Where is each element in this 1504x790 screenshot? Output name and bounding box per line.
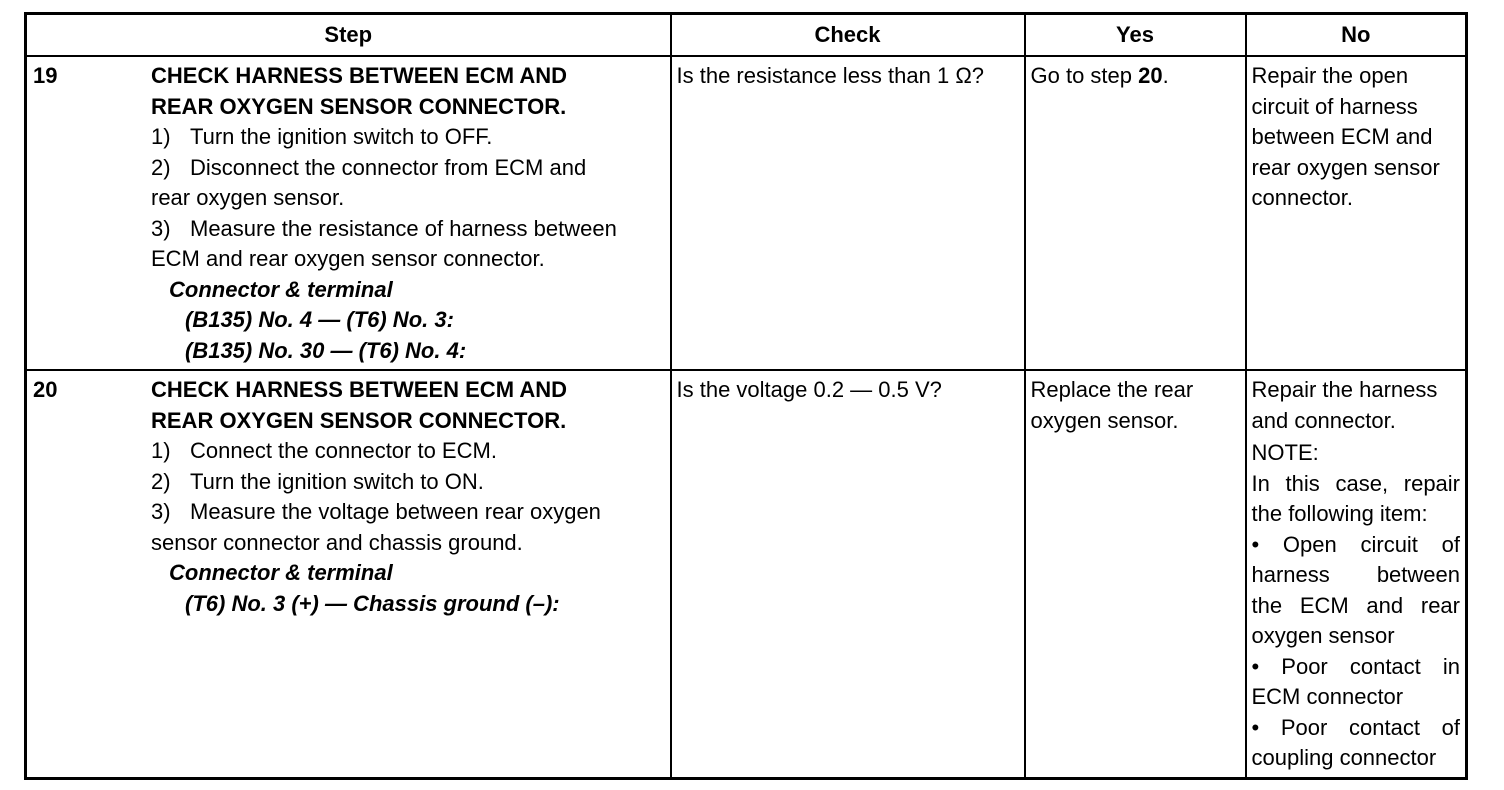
step-title: CHECK HARNESS BETWEEN ECM AND	[151, 63, 567, 88]
yes-text-suffix: .	[1162, 63, 1169, 88]
instruction-number: 1)	[151, 438, 171, 463]
instruction-number: 3)	[151, 499, 171, 524]
no-cell	[1246, 370, 1467, 778]
yes-step-link[interactable]: 20	[1138, 63, 1163, 88]
note-intro-line: In this case, repair	[1251, 470, 1460, 496]
header-step: Step	[26, 14, 671, 57]
diagnostic-table	[24, 12, 1468, 780]
bullet-line: ECM connector	[1251, 684, 1404, 709]
bullet-line: oxygen sensor	[1251, 623, 1395, 648]
instruction-text: Disconnect the connector from ECM and	[190, 154, 587, 180]
no-text-line: connector.	[1251, 185, 1354, 210]
step-title: CHECK HARNESS BETWEEN ECM AND	[151, 377, 567, 402]
no-text-line: rear oxygen sensor	[1251, 154, 1440, 180]
yes-text-line: Replace the rear	[1030, 377, 1194, 402]
instruction-text: Connect the connector to ECM.	[190, 438, 497, 463]
bullet-line: harness between	[1251, 562, 1460, 587]
instruction-text: Turn the ignition switch to OFF.	[190, 124, 493, 149]
connector-terminal-label: Connector & terminal	[169, 560, 393, 585]
instruction	[151, 153, 662, 184]
step-cell	[26, 56, 671, 370]
no-text-line: Repair the harness	[1251, 377, 1438, 402]
instruction-continuation: ECM and rear oxygen sensor connector.	[151, 246, 545, 271]
connector-terminal-label: Connector & terminal	[169, 276, 393, 302]
yes-text-line: oxygen sensor.	[1030, 407, 1179, 433]
instruction-text: Measure the resistance of harness between	[190, 215, 617, 241]
bullet-line: • Poor contact in	[1251, 653, 1460, 679]
no-cell	[1246, 56, 1467, 370]
note-label: NOTE:	[1251, 440, 1319, 465]
step-number: 19	[33, 63, 58, 88]
no-text-line: and connector.	[1251, 407, 1396, 433]
instruction-continuation: rear oxygen sensor.	[151, 185, 345, 210]
instruction-number: 2)	[151, 468, 171, 494]
check-cell: Is the resistance less than 1 Ω?	[671, 56, 1025, 370]
yes-cell	[1025, 370, 1246, 778]
terminal-spec: (T6) No. 3 (+) — Chassis ground (–):	[185, 590, 560, 616]
terminal-spec: (B135) No. 4 — (T6) No. 3:	[185, 307, 454, 332]
instruction-number: 1)	[151, 124, 171, 149]
header-row	[26, 14, 1467, 57]
instruction-text: Measure the voltage between rear oxygen	[190, 499, 601, 524]
note-intro-line: the following item:	[1251, 501, 1428, 526]
instruction-text: Turn the ignition switch to ON.	[190, 468, 484, 494]
instruction-number: 3)	[151, 215, 171, 241]
header-no: No	[1246, 14, 1467, 57]
step-title: REAR OXYGEN SENSOR CONNECTOR.	[151, 93, 567, 119]
yes-cell	[1025, 56, 1246, 370]
yes-text: Go to step	[1030, 63, 1139, 88]
instruction	[151, 436, 662, 467]
step-body	[151, 375, 662, 619]
header-yes: Yes	[1025, 14, 1246, 57]
step-body	[151, 61, 662, 366]
table-row	[26, 370, 1467, 778]
instruction	[151, 214, 662, 245]
step-number: 20	[33, 377, 58, 402]
no-text-line: Repair the open	[1251, 63, 1409, 88]
bullet-line: the ECM and rear	[1251, 592, 1460, 618]
instruction-number: 2)	[151, 154, 171, 180]
step-title: REAR OXYGEN SENSOR CONNECTOR.	[151, 407, 567, 433]
bullet-line: coupling connector	[1251, 745, 1437, 770]
check-cell: Is the voltage 0.2 — 0.5 V?	[671, 370, 1025, 778]
step-cell	[26, 370, 671, 778]
bullet-line: • Open circuit of	[1251, 531, 1460, 557]
instruction-continuation: sensor connector and chassis ground.	[151, 529, 523, 555]
bullet-line: • Poor contact of	[1251, 714, 1460, 740]
terminal-spec: (B135) No. 30 — (T6) No. 4:	[185, 337, 467, 363]
instruction	[151, 122, 662, 153]
header-check: Check	[671, 14, 1025, 57]
instruction	[151, 497, 662, 528]
no-text-line: circuit of harness	[1251, 93, 1418, 119]
no-text-line: between ECM and	[1251, 124, 1433, 149]
table-row	[26, 56, 1467, 370]
instruction	[151, 467, 662, 498]
